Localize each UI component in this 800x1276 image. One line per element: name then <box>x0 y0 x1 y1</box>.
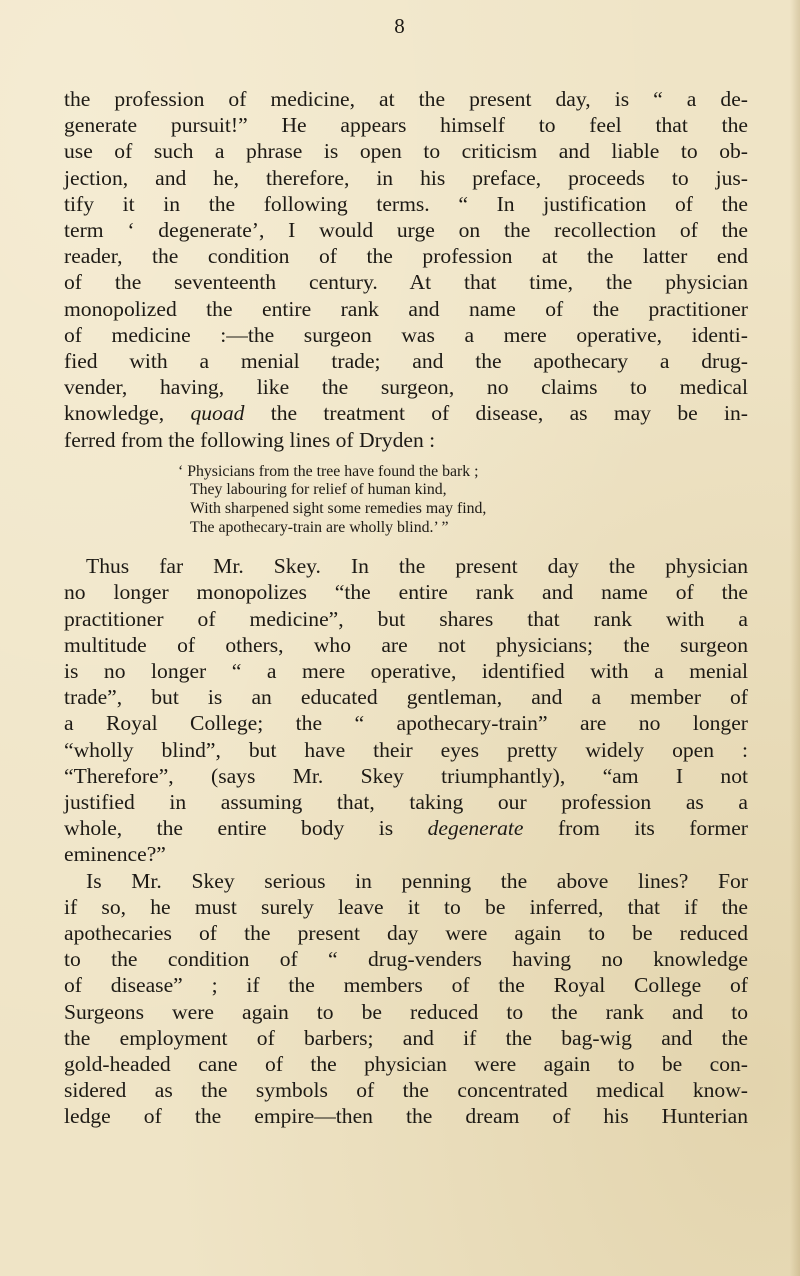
body-text <box>64 86 748 1130</box>
text-run: whole, the entire body is <box>64 816 394 841</box>
paragraph-thus-far <box>64 553 748 867</box>
text-line: practitioner of medicine”, but shares that rank with a <box>64 606 748 631</box>
page-edge-shadow <box>790 0 800 1276</box>
text-line: monopolized the entire rank and name of the practitioner <box>64 296 748 321</box>
text-line: fied with a menial trade; and the apothecary a drug- <box>64 349 748 374</box>
dryden-quotation <box>178 463 698 537</box>
page-number: 8 <box>394 14 406 38</box>
text-line: ledge of the empire—then the dream of his Hunterian <box>64 1104 748 1129</box>
text-line: the profession of medicine, at the present day, is “ a de- <box>64 87 748 111</box>
text-line: “wholly blind”, but have their eyes pretty widely open : <box>64 737 748 762</box>
italic-degenerate: degenerate <box>427 816 524 841</box>
paragraph-is-mr-skey-serious <box>64 868 748 1130</box>
text-line: if so, he must surely leave it to be inferred, that if the <box>64 894 748 919</box>
text-line: of medicine :—the surgeon was a mere operative, identi- <box>64 322 748 347</box>
quote-line: With sharpened sight some remedies may find, <box>190 500 487 518</box>
text-line: term ‘ degenerate’, I would urge on the recollection of the <box>64 218 748 243</box>
text-line: to the condition of “ drug-venders having no knowledge <box>64 947 748 972</box>
text-line: a Royal College; the “ apothecary-train” are no longer <box>64 711 748 736</box>
text-line: use of such a phrase is open to criticism and liable to ob- <box>64 139 748 164</box>
text-line: tify it in the following terms. “ In justification of the <box>64 191 748 216</box>
text-line: Surgeons were again to be reduced to the rank and to <box>64 999 748 1024</box>
text-line: eminence?” <box>64 842 166 867</box>
text-run: the treatment of disease, as may be in- <box>270 401 748 426</box>
text-line: Thus far Mr. Skey. In the present day the physician <box>86 554 748 579</box>
text-line <box>64 400 748 426</box>
text-line: Is Mr. Skey serious in penning the above lines? For <box>86 868 748 893</box>
paragraph-skey-preface <box>64 86 748 453</box>
text-line: jection, and he, therefore, in his preface, proceeds to jus- <box>64 165 748 190</box>
text-line: sidered as the symbols of the concentrated medical know- <box>64 1078 748 1103</box>
text-line: of disease” ; if the members of the Royal College of <box>64 973 748 998</box>
text-line: gold-headed cane of the physician were again to be con- <box>64 1052 748 1077</box>
text-line: of the seventeenth century. At that time, the physician <box>64 270 748 295</box>
text-line: multitude of others, who are not physicians; the surgeon <box>64 632 748 657</box>
text-line: ferred from the following lines of Dryden : <box>64 427 436 452</box>
quote-line: They labouring for relief of human kind, <box>190 481 447 499</box>
text-line: apothecaries of the present day were again to be reduced <box>64 921 748 946</box>
text-line: no longer monopolizes “the entire rank and name of the <box>64 580 748 605</box>
text-line: is no longer “ a mere operative, identified with a menial <box>64 659 748 684</box>
text-line: justified in assuming that, taking our profession as a <box>64 790 748 815</box>
text-run: knowledge, <box>64 401 165 426</box>
text-line: reader, the condition of the profession at the latter end <box>64 244 748 269</box>
text-line <box>64 815 748 841</box>
italic-quoad: quoad <box>190 401 245 426</box>
text-line: “Therefore”, (says Mr. Skey triumphantly), “am I not <box>64 763 748 788</box>
quote-line: ‘ Physicians from the tree have found the bark ; <box>178 462 479 480</box>
text-line: generate pursuit!” He appears himself to feel that the <box>64 113 748 138</box>
text-run: from its former <box>557 816 748 841</box>
quote-line: The apothecary-train are wholly blind.’ ” <box>190 518 449 536</box>
text-line: the employment of barbers; and if the bag-wig and the <box>64 1025 748 1050</box>
text-line: vender, having, like the surgeon, no claims to medical <box>64 375 748 400</box>
text-line: trade”, but is an educated gentleman, and a member of <box>64 685 748 710</box>
